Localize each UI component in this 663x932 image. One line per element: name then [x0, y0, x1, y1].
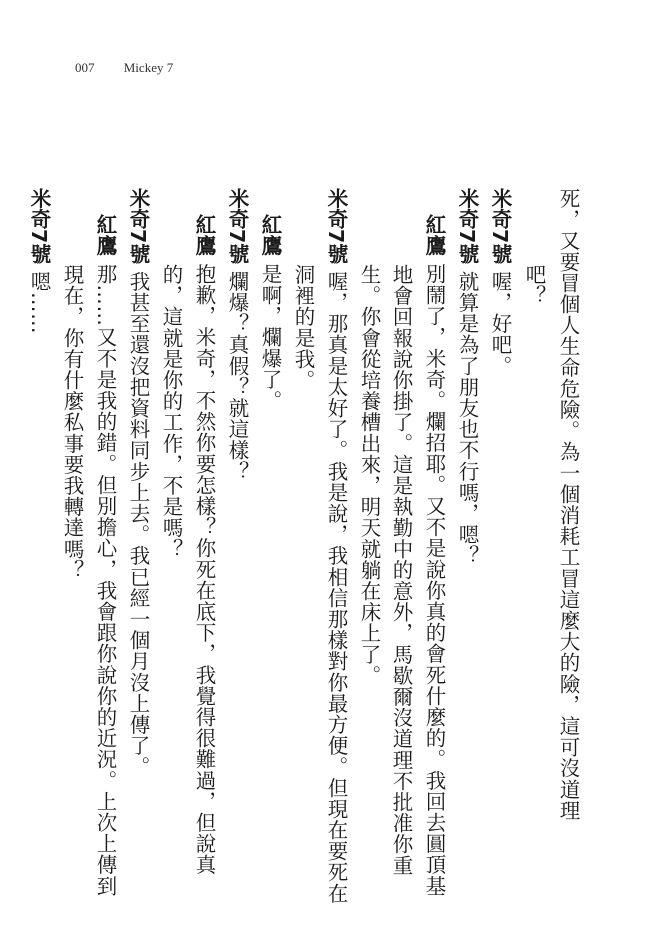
line-text: 死，又要冒個人生命危險。為一個消耗工冒這麼大的險，這可沒道理: [556, 188, 580, 821]
dialogue-line: [27, 188, 51, 334]
line-text: 嗯……: [27, 270, 51, 335]
text-column: [389, 264, 413, 876]
page-number: 007: [75, 60, 95, 75]
running-header: [75, 60, 173, 76]
text-column: [291, 264, 315, 391]
dialogue-line: [258, 188, 282, 411]
speaker-name: 紅鷹: [93, 214, 117, 257]
speaker-name: 紅鷹: [258, 214, 282, 257]
speaker-name: 米奇7號: [126, 188, 150, 264]
line-text: 抱歉，米奇，不然你要怎樣？你死在底下，我覺得很難過，但說真: [192, 263, 216, 876]
speaker-name: 米奇7號: [27, 188, 51, 264]
dialogue-line: [422, 188, 446, 896]
line-text: 別鬧了，米奇。爛招耶。又不是說你真的會死什麼的。我回去圓頂基: [422, 263, 446, 897]
text-column: [522, 264, 546, 306]
line-text: 吧？: [522, 264, 546, 307]
dialogue-line: [192, 188, 216, 875]
text-column: [357, 264, 381, 686]
line-text: 現在，你有什麼私事要我轉達嗎？: [60, 264, 84, 581]
dialogue-line: [126, 188, 150, 777]
speaker-name: 紅鷹: [192, 214, 216, 257]
dialogue-line: [455, 188, 479, 566]
line-text: 爛爆？真假？就這樣？: [225, 270, 249, 482]
line-text: 我甚至還沒把資料同步上去。我已經一個月沒上傳了。: [126, 270, 150, 778]
speaker-name: 米奇7號: [488, 188, 512, 264]
speaker-name: 米奇7號: [324, 188, 348, 264]
line-text: 是啊，爛爆了。: [258, 263, 282, 412]
dialogue-line: [324, 188, 348, 904]
dialogue-line: [488, 188, 512, 376]
line-text: 的，這就是你的工作，不是嗎？: [159, 264, 183, 560]
text-column: [556, 188, 580, 821]
line-text: 喔，好吧。: [488, 270, 512, 377]
line-text: 那……又不是我的錯。但別擔心，我會跟你說你的近況。上次上傳到: [93, 263, 117, 897]
speaker-name: 米奇7號: [455, 188, 479, 264]
line-text: 喔，那真是太好了。我是說，我相信那樣對你最方便。但現在要死在: [324, 270, 348, 904]
line-text: 生。你會從培養槽出來，明天就躺在床上了。: [357, 264, 381, 686]
line-text: 洞裡的是我。: [291, 264, 315, 391]
book-title: Mickey 7: [123, 60, 174, 75]
speaker-name: 紅鷹: [422, 214, 446, 257]
line-text: 就算是為了朋友也不行嗎，嗯？: [455, 270, 479, 567]
dialogue-line: [93, 188, 117, 896]
dialogue-line: [225, 188, 249, 482]
text-column: [159, 264, 183, 559]
speaker-name: 米奇7號: [225, 188, 249, 264]
line-text: 地會回報說你掛了。這是執勤中的意外，馬歇爾沒道理不批准你重: [389, 264, 413, 876]
text-column: [60, 264, 84, 581]
